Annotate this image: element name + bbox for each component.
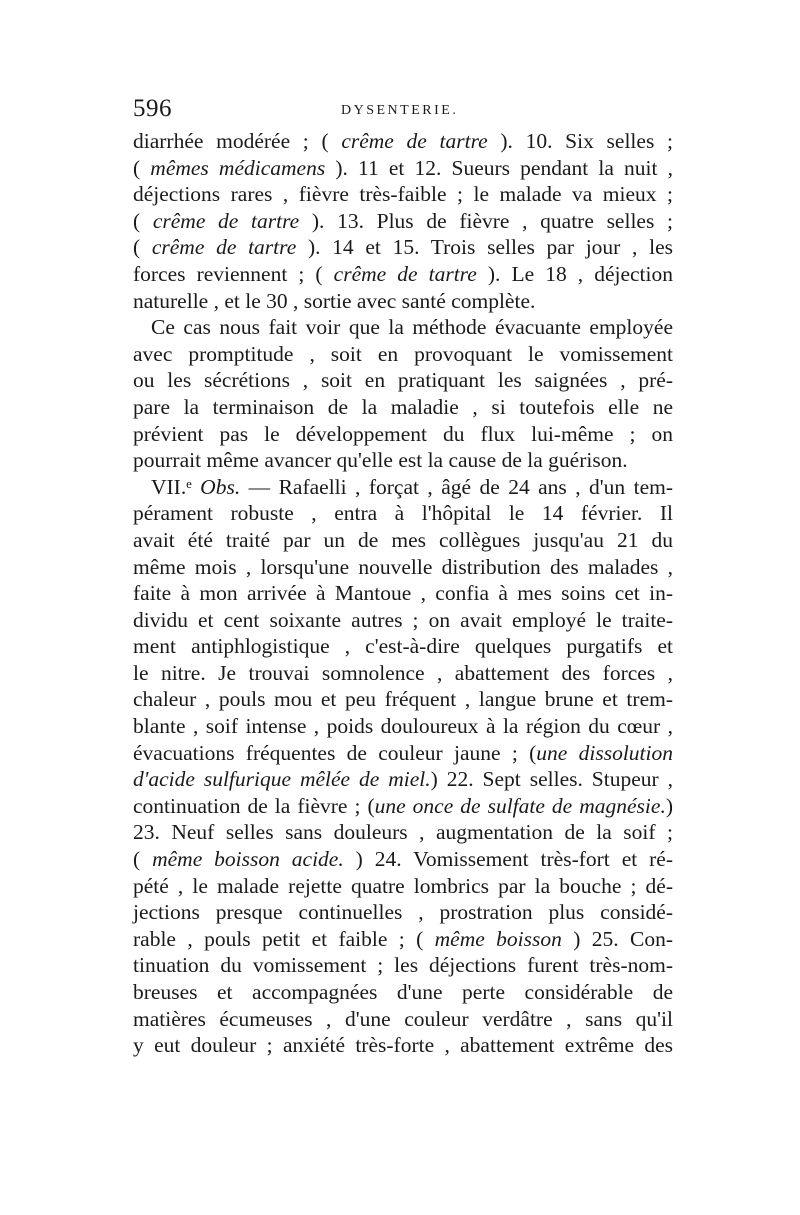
text-span: avec promptitude , soit en provoquant le vomissement xyxy=(133,341,673,366)
text-span: — Rafaelli , forçat , âgé de 24 ans , d'un tem- xyxy=(240,474,673,499)
text-span: 23. Neuf selles sans douleurs , augmentation de la soif ; xyxy=(133,820,673,845)
body-text xyxy=(133,128,673,1059)
text-span: ) 25. Con- xyxy=(561,926,673,951)
text-span: ( xyxy=(133,155,151,180)
text-span: pété , le malade rejette quatre lombrics par la bouche ; dé- xyxy=(133,873,673,898)
text-line xyxy=(133,261,673,288)
text-line xyxy=(133,288,673,315)
paragraph-p2 xyxy=(133,314,673,474)
italic-text: crême de tartre xyxy=(152,208,300,233)
text-span: chaleur , pouls mou et peu fréquent , langue brune et trem- xyxy=(133,687,673,712)
text-span: ) 22. Sept selles. Stupeur , xyxy=(430,767,673,792)
text-line xyxy=(133,341,673,368)
text-span: ment antiphlogistique , c'est-à-dire quelques purgatifs et xyxy=(133,634,673,659)
text-line xyxy=(133,181,673,208)
text-span: ( xyxy=(133,235,152,260)
running-head: DYSENTERIE. xyxy=(341,103,459,118)
text-line xyxy=(133,394,673,421)
paragraph-p1 xyxy=(133,128,673,314)
text-line xyxy=(133,500,673,527)
text-span: rable , pouls petit et faible ; ( xyxy=(133,926,435,951)
text-span: faite à mon arrivée à Mantoue , confia à mes soins cet in- xyxy=(133,581,673,606)
text-span: ou les sécrétions , soit en pratiquant les saignées , pré- xyxy=(133,368,673,393)
text-line xyxy=(133,740,673,767)
italic-text: crême de tartre xyxy=(341,129,488,153)
text-span: jections presque continuelles , prostration plus considé- xyxy=(133,900,673,925)
italic-text: même boisson acide. xyxy=(152,847,344,872)
paragraph-p3 xyxy=(133,474,673,1059)
text-span: diarrhée modérée ; ( xyxy=(133,129,342,153)
text-line xyxy=(133,633,673,660)
text-span: ). 10. Six selles ; xyxy=(487,129,673,153)
text-span: blante , soif intense , poids douloureux à la région du cœur , xyxy=(133,714,673,739)
italic-text: même boisson xyxy=(434,926,562,951)
text-span: même mois , lorsqu'une nouvelle distribution des malades , xyxy=(133,554,673,579)
text-span: continuation de la fièvre ; ( xyxy=(133,793,375,818)
text-line xyxy=(133,367,673,394)
italic-text: une dissolution xyxy=(536,740,674,765)
text-span: ). 14 et 15. Trois selles par jour , les xyxy=(296,235,673,260)
text-line xyxy=(133,234,673,261)
text-line xyxy=(133,952,673,979)
text-span: ( xyxy=(133,847,153,872)
text-line xyxy=(133,819,673,846)
italic-text: crême de tartre xyxy=(151,235,297,260)
page-header xyxy=(133,95,673,129)
text-line xyxy=(133,128,673,155)
text-line xyxy=(133,447,673,474)
text-span: Ce cas nous fait voir que la méthode évacuante employée xyxy=(151,315,673,340)
text-span: prévient pas le développement du flux lui-même ; on xyxy=(133,421,673,446)
text-span: breuses et accompagnées d'une perte considérable de xyxy=(133,980,673,1004)
text-span: ( xyxy=(133,208,153,233)
text-span: ) xyxy=(665,793,673,818)
text-line xyxy=(133,208,673,235)
text-line xyxy=(133,926,673,953)
italic-text: d'acide sulfurique mêlée de miel. xyxy=(133,767,431,792)
text-line xyxy=(133,899,673,926)
italic-text: une once de sulfate de magnésie. xyxy=(374,793,666,818)
text-line xyxy=(133,846,673,873)
text-line xyxy=(133,527,673,554)
page-number: 596 xyxy=(133,95,172,122)
text-span: avait été traité par un de mes collègues jusqu'au 21 du xyxy=(133,527,673,552)
text-line xyxy=(133,580,673,607)
text-span: matières écumeuses , d'une couleur verdâtre , sans qu'il xyxy=(133,1006,673,1031)
text-span: ). 13. Plus de fièvre , quatre selles ; xyxy=(299,208,673,233)
text-line xyxy=(133,979,673,1006)
text-span: déjections rares , fièvre très-faible ; le malade va mieux ; xyxy=(133,182,673,207)
text-span: ) 24. Vomissement très-fort et ré- xyxy=(343,847,673,872)
text-line xyxy=(133,660,673,687)
text-span: le nitre. Je trouvai somnolence , abattement des forces , xyxy=(133,660,673,685)
text-line xyxy=(133,155,673,182)
text-span: naturelle , et le 30 , sortie avec santé complète. xyxy=(133,288,536,313)
text-line xyxy=(133,766,673,793)
text-line xyxy=(133,474,673,501)
text-span: pourrait même avancer qu'elle est la cause de la guérison. xyxy=(133,448,628,473)
text-span: ). 11 et 12. Sueurs pendant la nuit , xyxy=(325,155,673,180)
text-line xyxy=(133,713,673,740)
text-span: VII.ᵉ xyxy=(151,474,201,499)
text-line xyxy=(133,686,673,713)
italic-text: mêmes médicamens xyxy=(150,155,326,180)
text-line xyxy=(133,1032,673,1059)
italic-text: Obs. xyxy=(200,474,241,499)
text-span: ). Le 18 , déjection xyxy=(476,261,673,286)
text-span: évacuations fréquentes de couleur jaune ; ( xyxy=(133,740,537,765)
text-span: y eut douleur ; anxiété très-forte , abattement extrême des xyxy=(133,1033,673,1058)
text-line xyxy=(133,1006,673,1033)
text-line xyxy=(133,554,673,581)
italic-text: crême de tartre xyxy=(333,261,477,286)
text-span: pare la terminaison de la maladie , si toutefois elle ne xyxy=(133,394,673,419)
text-line xyxy=(133,873,673,900)
text-line xyxy=(133,421,673,448)
text-span: dividu et cent soixante autres ; on avait employé le traite- xyxy=(133,607,673,632)
text-span: pérament robuste , entra à l'hôpital le 14 février. Il xyxy=(133,501,673,526)
text-span: tinuation du vomissement ; les déjections furent très-nom- xyxy=(133,953,673,978)
text-line xyxy=(133,793,673,820)
text-line xyxy=(133,314,673,341)
text-line xyxy=(133,607,673,634)
text-span: forces reviennent ; ( xyxy=(133,261,334,286)
